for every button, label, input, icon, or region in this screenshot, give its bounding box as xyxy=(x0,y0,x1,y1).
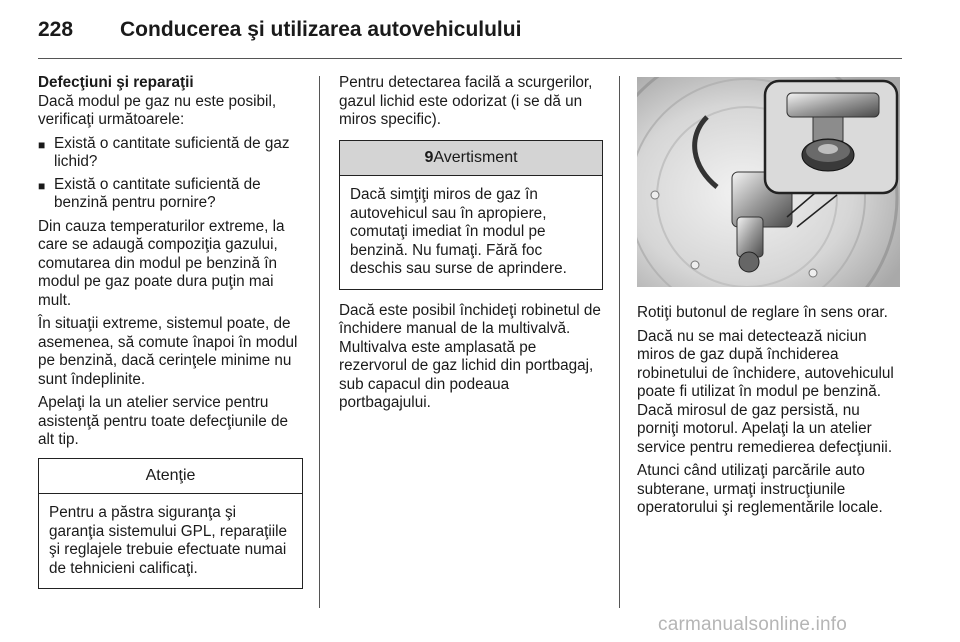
paragraph: În situaţii extreme, sistemul poate, de asemenea, să comute înapoi în modul pe benzină, dacă cerinţele minime nu sunt îndeplinite. xyxy=(38,315,298,388)
list-item-text: Există o cantitate suficientă de gaz lichid? xyxy=(54,134,290,170)
page-number: 228 xyxy=(38,18,74,41)
intro-paragraph: Pentru detectarea facilă a scurgerilor, gazul lichid este odorizat (i se dă un miros specific). xyxy=(339,74,593,128)
paragraph: Dacă nu se mai detectează niciun miros de gaz după închiderea robinetului de închidere, autovehiculul poate fi utilizat în modul pe benzină. Dacă mirosul de gaz persistă, nu porniţi motorul. Apelaţi la un atelier service pentru remedierea defecţiunii. xyxy=(637,327,894,456)
middle-column xyxy=(339,74,603,418)
checklist xyxy=(38,135,303,213)
section-heading: Defecţiuni şi reparaţii xyxy=(38,74,194,91)
warning-box-text: Dacă simţiţi miros de gaz în autovehicul sau în apropiere, comutaţi imediat în modul pe benzină. Nu fumaţi. Fără foc deschis sau surse de aprindere. xyxy=(350,186,567,277)
warning-triangle-icon: 9 xyxy=(424,148,434,166)
column-divider-1 xyxy=(319,76,320,608)
bullet-square-icon: ■ xyxy=(38,137,46,152)
bullet-square-icon: ■ xyxy=(38,178,46,193)
left-column xyxy=(38,74,303,589)
page-header xyxy=(38,14,902,50)
paragraph: Din cauza temperaturilor extreme, la care se adaugă compoziţia gazului, comutarea din modul pe benzină în modul pe gaz poate dura puţin mai mult. xyxy=(38,217,285,309)
chapter-title: Conducerea şi utilizarea autovehiculului xyxy=(120,18,522,41)
list-item xyxy=(38,135,303,172)
paragraph: Dacă este posibil închideţi robinetul de închidere manual de la multivalvă. Multivalva este amplasată pe rezervorul de gaz lichid din portbagaj, sub capacul din podeaua portbagajului. xyxy=(339,301,601,411)
caution-box xyxy=(38,458,303,590)
multivalve-photo xyxy=(637,77,900,287)
caution-box-text: Pentru a păstra siguranţa şi garanţia sistemului GPL, reparaţiile şi reglajele trebuie efectuate numai de tehnicieni calificaţi. xyxy=(49,504,288,577)
warning-box-header xyxy=(340,141,602,177)
list-item xyxy=(38,176,303,213)
warning-box xyxy=(339,140,603,290)
multivalve-illustration xyxy=(637,77,900,287)
paragraph: Rotiţi butonul de reglare în sens orar. xyxy=(637,304,888,321)
column-divider-2 xyxy=(619,76,620,608)
warning-box-title: Avertisment xyxy=(433,148,518,166)
list-item-text: Există o cantitate suficientă de benzină pentru pornire? xyxy=(54,175,261,211)
right-column xyxy=(637,304,905,523)
header-rule xyxy=(38,58,902,59)
intro-paragraph: Dacă modul pe gaz nu este posibil, verificaţi următoarele: xyxy=(38,92,277,128)
paragraph: Apelaţi la un atelier service pentru asistenţă pentru toate defecţiunile de alt tip. xyxy=(38,394,289,448)
paragraph: Atunci când utilizaţi parcările auto subterane, urmaţi instrucţiunile operatorului şi reglementările locale. xyxy=(637,462,883,516)
caution-box-title: Atenţie xyxy=(39,459,302,495)
watermark-text: carmanualsonline.info xyxy=(658,614,848,635)
